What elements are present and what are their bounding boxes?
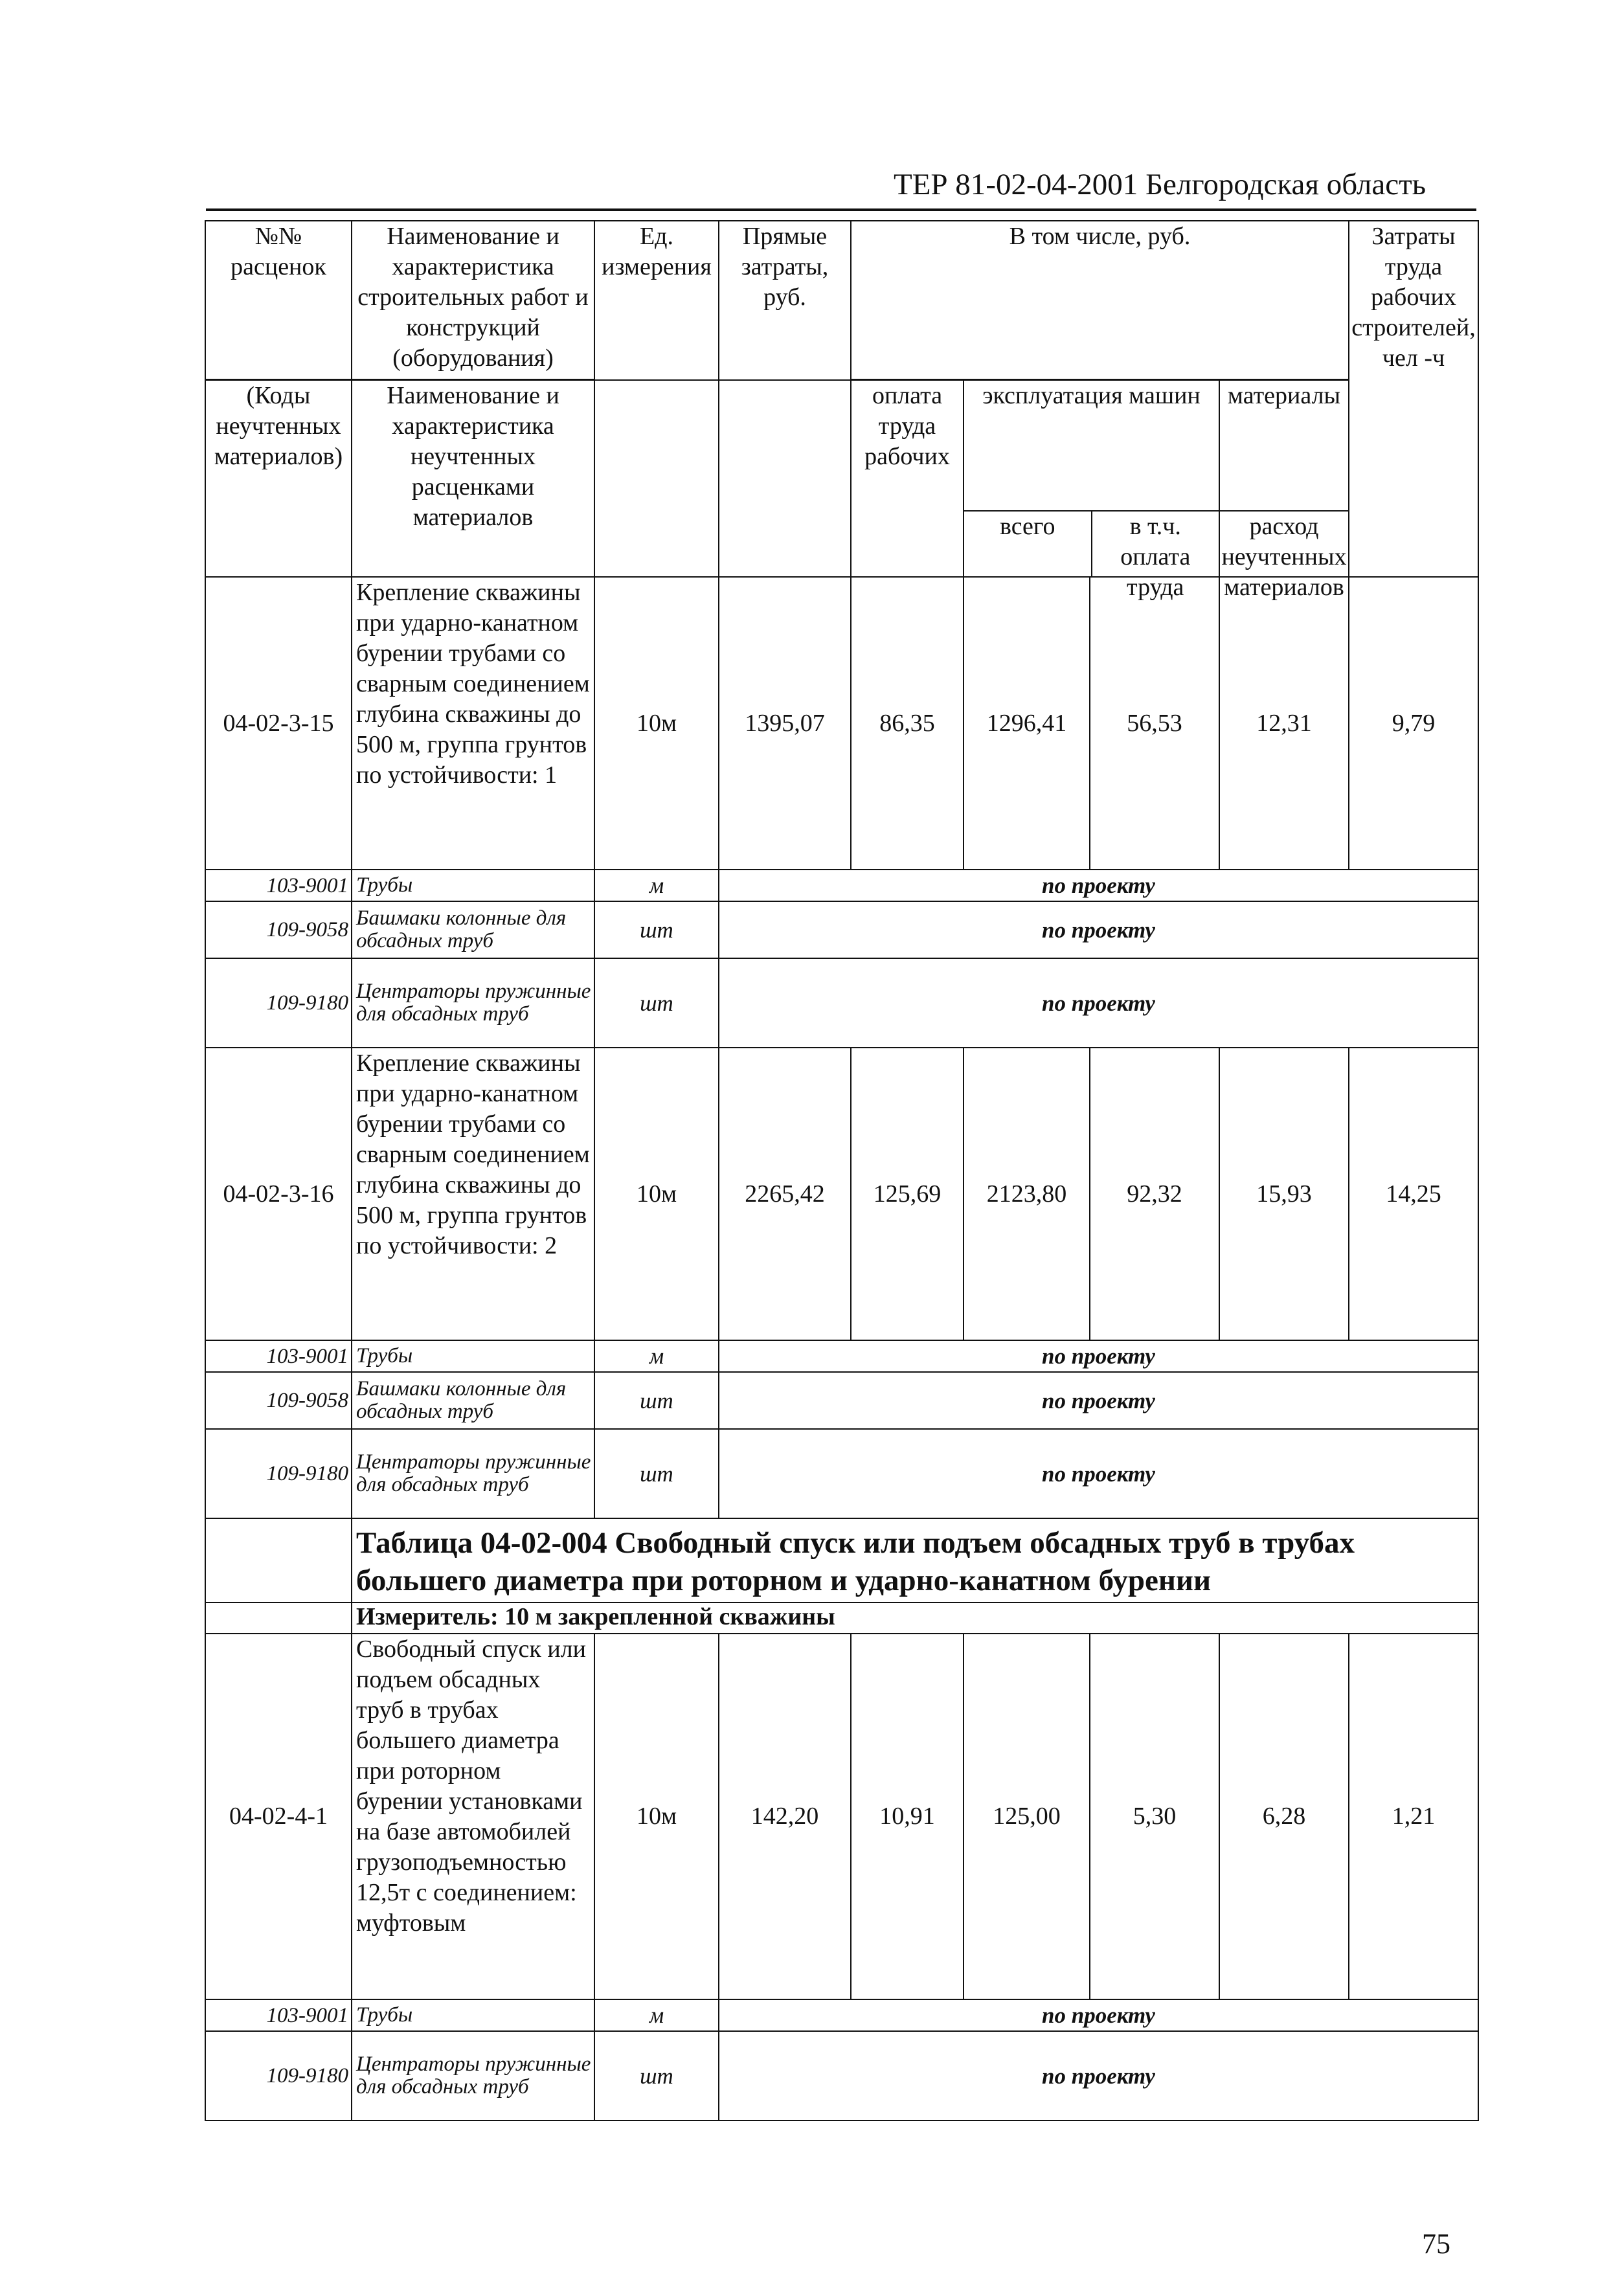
- col-unit-header: Ед. измерения: [594, 221, 719, 380]
- rate-unit: 10м: [594, 1634, 719, 1999]
- rate-labor: 1,21: [1349, 1634, 1478, 1999]
- page-number: 75: [1422, 2228, 1450, 2260]
- material-note: по проекту: [719, 1340, 1478, 1372]
- rate-mach-total: 125,00: [964, 1634, 1090, 1999]
- rate-unit: 10м: [594, 1048, 719, 1340]
- rate-labor: 9,79: [1349, 577, 1478, 870]
- rate-direct: 142,20: [719, 1634, 851, 1999]
- rate-wages: 125,69: [851, 1048, 964, 1340]
- rate-name: Крепление скважины при ударно-канатном бурении трубами со сварным соединением глубина скважины до 500 м, группа грунтов по устойчивости: 2: [352, 1048, 594, 1340]
- material-unit: шт: [594, 901, 719, 958]
- col-direct-header: Прямые затраты, руб.: [719, 221, 851, 380]
- material-code: 109-9058: [205, 1372, 352, 1429]
- col-labor-header: Затраты труда рабочих строителей, чел -ч: [1349, 221, 1478, 577]
- material-name: Центраторы пружинные для обсадных труб: [352, 2031, 594, 2120]
- rate-code: 04-02-4-1: [205, 1634, 352, 1999]
- rate-mach-wages: 5,30: [1090, 1634, 1219, 1999]
- material-note: по проекту: [719, 2031, 1478, 2120]
- material-note: по проекту: [719, 958, 1478, 1048]
- material-note: по проекту: [719, 1999, 1478, 2031]
- header-rule: [206, 208, 1476, 211]
- material-unit: шт: [594, 2031, 719, 2120]
- material-unit: м: [594, 1340, 719, 1372]
- table-004-meter: Измеритель: 10 м закрепленной скважины: [352, 1603, 1478, 1634]
- material-name: Башмаки колонные для обсадных труб: [352, 901, 594, 958]
- col-materials-header: материалы: [1220, 381, 1348, 512]
- material-code: 103-9001: [205, 870, 352, 901]
- col-incl-header: В том числе, руб.: [851, 221, 1349, 379]
- material-code: 103-9001: [205, 1340, 352, 1372]
- rate-mach-wages: 92,32: [1090, 1048, 1219, 1340]
- rate-materials: 15,93: [1219, 1048, 1349, 1340]
- rate-wages: 86,35: [851, 577, 964, 870]
- rate-mach-total: 2123,80: [964, 1048, 1090, 1340]
- material-name: Центраторы пружинные для обсадных труб: [352, 1429, 594, 1518]
- material-unit: шт: [594, 958, 719, 1048]
- material-unit: м: [594, 870, 719, 901]
- rate-direct: 2265,42: [719, 1048, 851, 1340]
- material-code: 109-9180: [205, 2031, 352, 2120]
- rates-table: [205, 220, 1479, 2121]
- col-name-header: Наименование и характеристика строительных работ и конструкций (оборудования): [352, 221, 594, 379]
- material-note: по проекту: [719, 1429, 1478, 1518]
- col-code-header: №№ расценок: [205, 221, 352, 379]
- material-unit: м: [594, 1999, 719, 2031]
- rate-unit: 10м: [594, 577, 719, 870]
- table-004-title: Таблица 04-02-004 Свободный спуск или подъем обсадных труб в трубах большего диаметра при роторном и ударно-канатном бурении: [352, 1518, 1478, 1603]
- material-note: по проекту: [719, 901, 1478, 958]
- material-unit: шт: [594, 1429, 719, 1518]
- material-code: 109-9058: [205, 901, 352, 958]
- material-name: Центраторы пружинные для обсадных труб: [352, 958, 594, 1048]
- rate-mach-wages: 56,53: [1090, 577, 1219, 870]
- col-mach-total-header: всего: [964, 512, 1092, 576]
- material-name: Трубы: [352, 1999, 594, 2031]
- material-code: 109-9180: [205, 1429, 352, 1518]
- rate-wages: 10,91: [851, 1634, 964, 1999]
- col-machines-header: эксплуатация машин: [964, 381, 1219, 512]
- material-note: по проекту: [719, 1372, 1478, 1429]
- material-unit: шт: [594, 1372, 719, 1429]
- material-name: Башмаки колонные для обсадных труб: [352, 1372, 594, 1429]
- rate-direct: 1395,07: [719, 577, 851, 870]
- rate-materials: 12,31: [1219, 577, 1349, 870]
- rate-materials: 6,28: [1219, 1634, 1349, 1999]
- material-note: по проекту: [719, 870, 1478, 901]
- col-unacc-header: расход неучтенных материалов: [1221, 513, 1347, 601]
- rate-labor: 14,25: [1349, 1048, 1478, 1340]
- col-mach-wages-header: в т.ч. оплата труда: [1120, 513, 1191, 601]
- rate-name: Свободный спуск или подъем обсадных труб в трубах большего диаметра при роторном бурении установками на базе автомобилей грузоподъемностью 12,5т с соединением: муфтовым: [352, 1634, 594, 1999]
- col-wages-header: оплата труда рабочих: [851, 380, 964, 577]
- col-name-alt-header: Наименование и характеристика неучтенных расценками материалов: [352, 380, 594, 577]
- material-code: 109-9180: [205, 958, 352, 1048]
- rate-mach-total: 1296,41: [964, 577, 1090, 870]
- material-name: Трубы: [352, 870, 594, 901]
- rate-code: 04-02-3-16: [205, 1048, 352, 1340]
- material-code: 103-9001: [205, 1999, 352, 2031]
- col-code-alt-header: (Коды неучтенных материалов): [205, 380, 352, 577]
- material-name: Трубы: [352, 1340, 594, 1372]
- document-header: ТЕР 81-02-04-2001 Белгородская область: [894, 168, 1427, 201]
- rate-code: 04-02-3-15: [205, 577, 352, 870]
- rate-name: Крепление скважины при ударно-канатном бурении трубами со сварным соединением глубина скважины до 500 м, группа грунтов по устойчивости: 1: [352, 577, 594, 870]
